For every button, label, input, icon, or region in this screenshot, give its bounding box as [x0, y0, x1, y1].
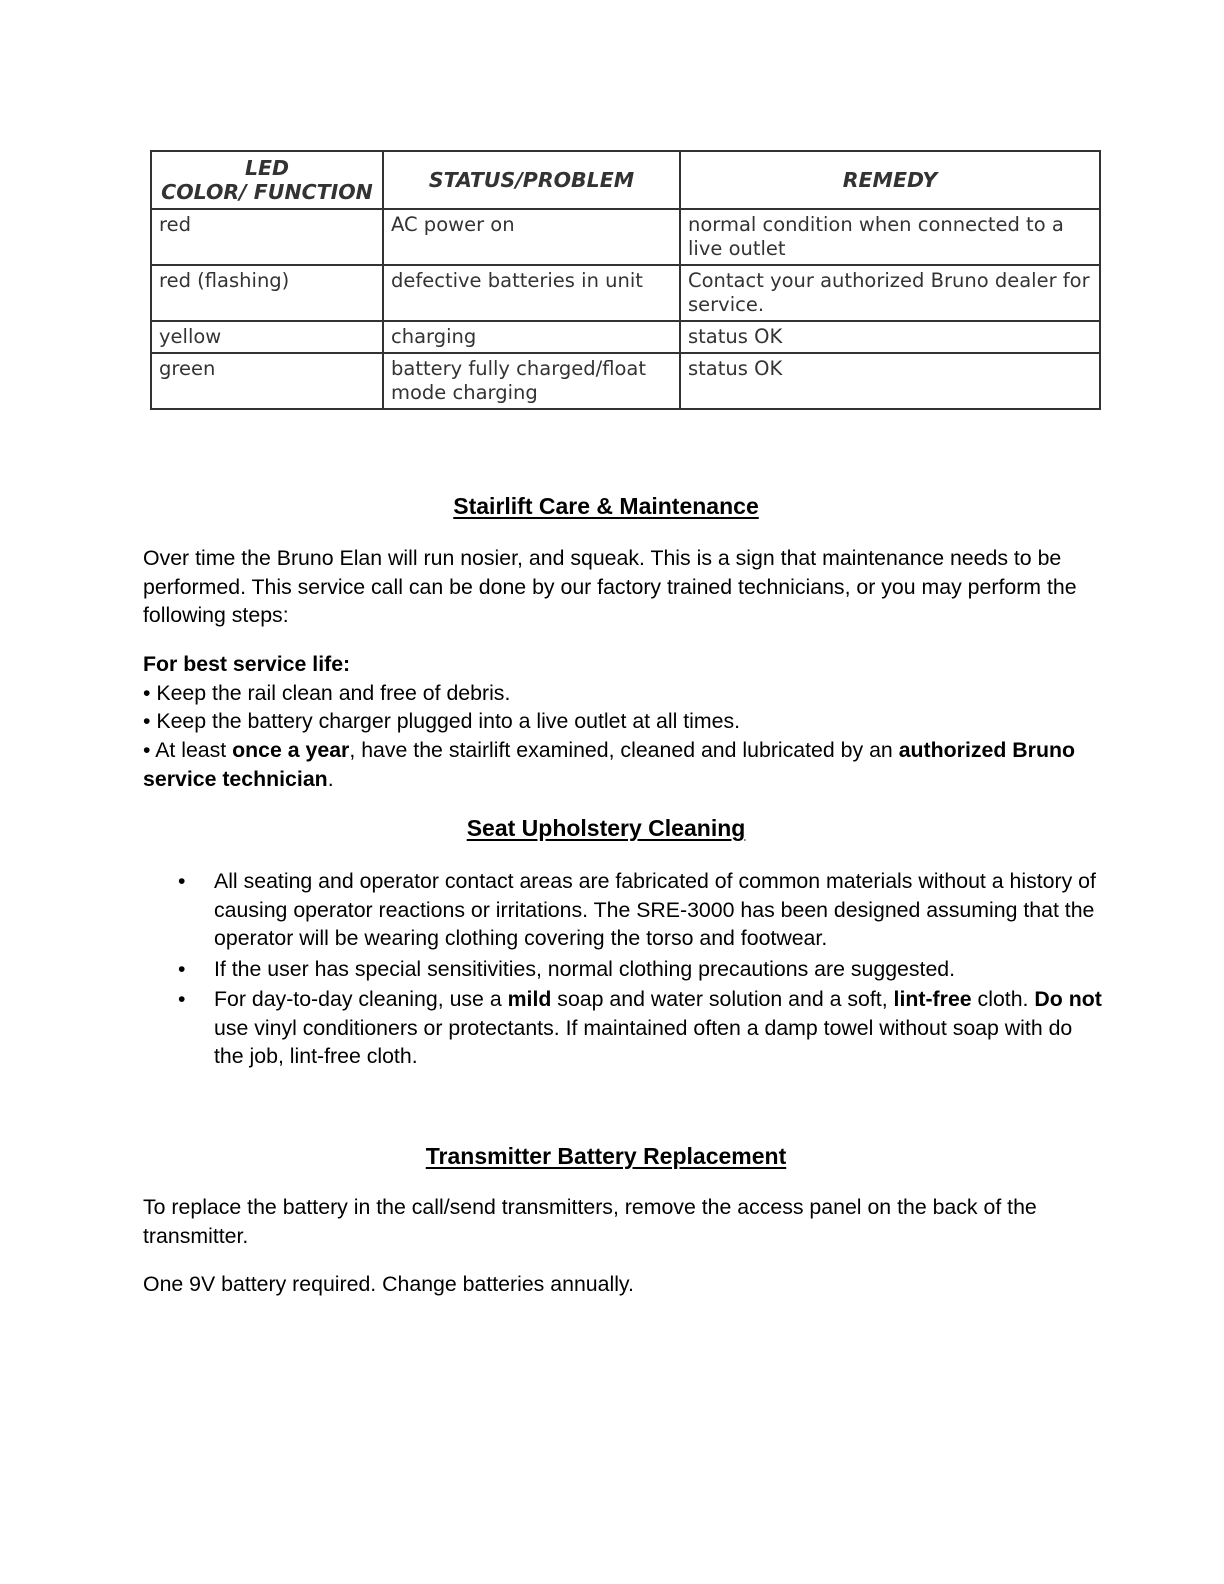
transmitter-heading: Transmitter Battery Replacement [425, 1143, 787, 1169]
table-row [151, 353, 1100, 409]
table-row [151, 321, 1100, 353]
bullet-icon: • [178, 869, 186, 893]
transmitter-access-text: To replace the battery in the call/send transmitters, remove the access panel on the back of the transmitter. [143, 1195, 1037, 1248]
upholstery-list [143, 867, 1103, 1071]
bullet-icon: • [178, 986, 186, 1011]
led-color-cell: yellow [151, 321, 383, 353]
led-status-table [150, 150, 1101, 410]
remedy-cell: normal condition when connected to a live outlet [680, 209, 1100, 265]
service-life-block [143, 650, 1103, 794]
care-intro [143, 544, 1103, 630]
transmitter-battery-note [143, 1270, 1103, 1299]
status-cell: AC power on [383, 209, 680, 265]
status-cell: defective batteries in unit [383, 265, 680, 321]
care-heading: Stairlift Care & Maintenance [453, 493, 759, 519]
care-intro-text: Over time the Bruno Elan will run nosier, and squeak. This is a sign that maintenance needs to be performed. This service call can be done by our factory trained technicians, or you may perform the following steps: [143, 546, 1077, 628]
list-item [143, 955, 1103, 984]
transmitter-block [143, 1193, 1103, 1250]
remedy-cell: Contact your authorized Bruno dealer for service. [680, 265, 1100, 321]
tip-rail-clean: • Keep the rail clean and free of debris. [143, 680, 511, 705]
tip-annual-service: • At least once a year, have the stairlift examined, cleaned and lubricated by an authorized Bruno service technician. [143, 738, 1075, 791]
list-item [143, 867, 1103, 953]
tip-charger-plugged: • Keep the battery charger plugged into a live outlet at all times. [143, 709, 741, 734]
battery-requirement-text: One 9V battery required. Change batteries annually. [143, 1272, 634, 1296]
service-life-title: For best service life: [143, 652, 351, 676]
led-color-cell: green [151, 353, 383, 409]
table-row [151, 265, 1100, 321]
table-header-row [151, 151, 1100, 209]
status-cell: charging [383, 321, 680, 353]
upholstery-materials-text: All seating and operator contact areas are fabricated of common materials without a history of causing operator reactions or irritations. The SRE-3000 has been designed assuming that the operator will be wearing clothing covering the torso and footwear. [214, 869, 1096, 951]
remedy-cell: status OK [680, 353, 1100, 409]
upholstery-sensitivities-text: If the user has special sensitivities, normal clothing precautions are suggested. [214, 956, 956, 981]
bullet-icon: • [178, 956, 186, 981]
header-status-problem: STATUS/PROBLEM [383, 151, 680, 209]
upholstery-heading: Seat Upholstery Cleaning [466, 815, 746, 841]
list-item [143, 985, 1103, 1071]
status-cell: battery fully charged/float mode charging [383, 353, 680, 409]
remedy-cell: status OK [680, 321, 1100, 353]
header-led-color-function: LED COLOR/ FUNCTION [151, 151, 383, 209]
header-remedy: REMEDY [680, 151, 1100, 209]
led-color-cell: red [151, 209, 383, 265]
table-row [151, 209, 1100, 265]
upholstery-cleaning-text: For day-to-day cleaning, use a mild soap and water solution and a soft, lint-free cloth. Do not use vinyl conditioners or protectants. If maintained often a damp towel without soap with do the job, lint-free cloth. [214, 986, 1102, 1069]
led-color-cell: red (flashing) [151, 265, 383, 321]
